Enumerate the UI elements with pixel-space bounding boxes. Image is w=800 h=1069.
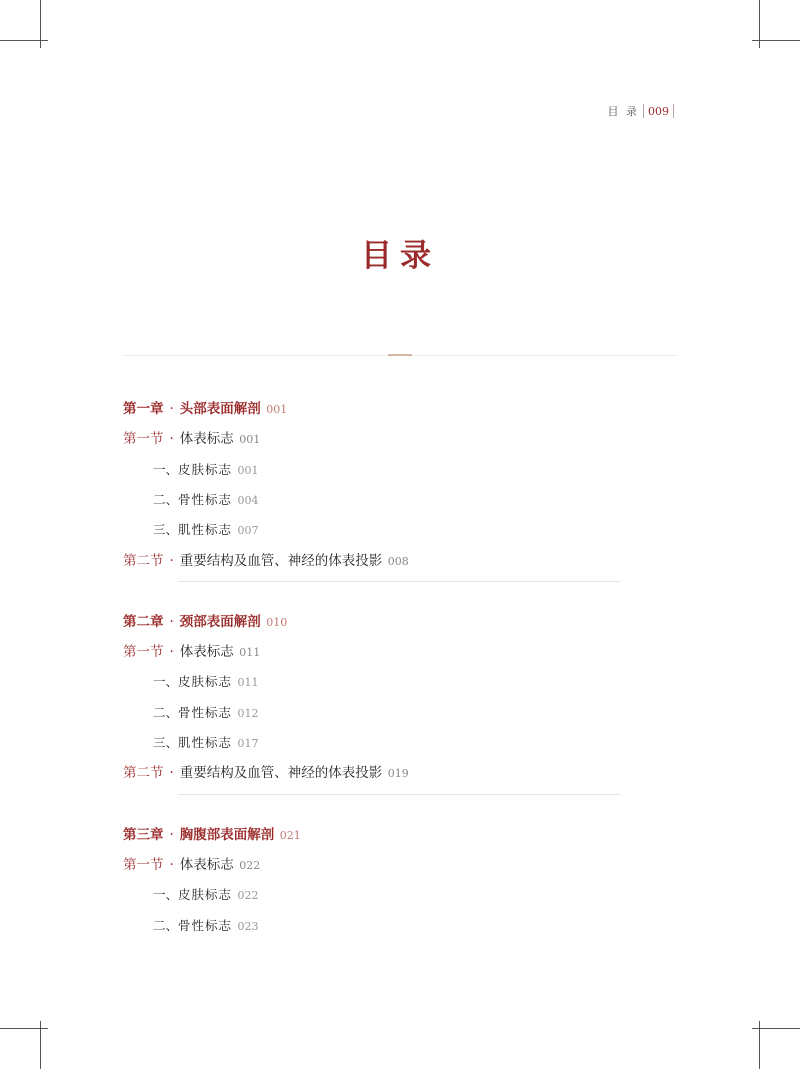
toc-entry-page: 008	[384, 554, 409, 568]
toc-entry-chapter[interactable]	[123, 824, 301, 846]
toc-entry-title: 重要结构及血管、神经的体表投影	[179, 765, 383, 782]
toc-entry-label: 第一节	[123, 644, 164, 661]
toc-entry-page: 019	[384, 767, 409, 781]
toc-entry-page: 011	[235, 646, 261, 660]
toc-entry-sub[interactable]	[153, 702, 259, 724]
toc-entry-page: 004	[234, 493, 259, 507]
toc-entry-page: 010	[262, 615, 288, 629]
toc-entry-bullet: ·	[169, 644, 174, 661]
toc-entry-label: 第一节	[123, 431, 164, 448]
toc-entry-page: 012	[234, 706, 259, 720]
toc-entry-page: 001	[262, 403, 288, 416]
toc-entry-page: 001	[235, 433, 261, 447]
toc-entry-chapter[interactable]	[123, 611, 287, 633]
toc-entry-sub[interactable]	[153, 732, 259, 754]
toc-entry-bullet: ·	[169, 826, 174, 843]
toc-entry-title: 皮肤标志	[178, 887, 233, 903]
toc-entry-title: 胸腹部表面解剖	[179, 826, 275, 843]
page-number: 009	[648, 104, 669, 118]
toc-entry-title: 体表标志	[179, 856, 234, 873]
toc-entry-title: 体表标志	[179, 431, 234, 448]
running-head-title: 目 录	[607, 105, 639, 118]
toc-entry-section[interactable]	[123, 854, 260, 876]
toc-entry-bullet: ·	[169, 613, 174, 630]
toc-entry-title: 体表标志	[179, 644, 234, 661]
toc-entry-label: 三、	[153, 735, 179, 750]
toc-entry-page: 001	[234, 463, 259, 477]
toc-entry-title: 骨性标志	[178, 704, 233, 720]
toc-entry-title: 颈部表面解剖	[179, 613, 261, 630]
toc-entry-label: 第一章	[123, 401, 164, 417]
toc-entry-bullet: ·	[169, 765, 174, 782]
toc-entry-label: 二、	[153, 917, 179, 933]
chapter-divider	[178, 794, 621, 795]
toc-entry-label: 第二节	[123, 765, 164, 782]
toc-entry-page: 022	[235, 858, 261, 872]
toc-entry-page: 011	[234, 676, 259, 690]
running-head-separator	[643, 104, 644, 118]
toc-entry-section[interactable]	[123, 550, 409, 572]
toc-entry-page: 023	[234, 919, 259, 933]
toc-entry-label: 二、	[153, 491, 179, 507]
running-head-separator-end	[673, 104, 674, 118]
toc-entry-title: 皮肤标志	[178, 674, 233, 690]
toc-entry-sub[interactable]	[153, 671, 259, 693]
toc-entry-section[interactable]	[123, 428, 260, 450]
toc-entry-sub[interactable]	[153, 884, 259, 906]
toc-entry-page: 007	[234, 524, 259, 538]
toc-entry-bullet: ·	[169, 856, 174, 873]
title-divider-accent	[388, 354, 412, 356]
toc-entry-label: 第三章	[123, 826, 164, 843]
toc-entry-page: 017	[234, 737, 259, 750]
toc-entry-label: 一、	[153, 674, 179, 690]
toc-entry-sub[interactable]	[153, 519, 259, 541]
toc-entry-sub[interactable]	[153, 489, 259, 511]
toc-entry-title: 骨性标志	[178, 917, 233, 933]
toc-entry-title: 肌性标志	[178, 735, 233, 750]
toc-entry-page: 022	[234, 889, 259, 903]
toc-entry-title: 头部表面解剖	[179, 401, 261, 417]
toc-entry-page: 021	[276, 828, 301, 842]
toc-entry-label: 一、	[153, 461, 179, 477]
toc-entry-bullet: ·	[169, 401, 174, 417]
toc-entry-title: 骨性标志	[178, 491, 233, 507]
toc-entry-label: 一、	[153, 887, 179, 903]
toc-entry-sub[interactable]	[153, 915, 259, 937]
running-head	[608, 103, 679, 119]
toc-entry-label: 第二节	[123, 552, 164, 569]
toc-entry-label: 第一节	[123, 856, 164, 873]
toc-entry-section[interactable]	[123, 641, 260, 663]
toc-entry-title: 肌性标志	[178, 522, 233, 538]
toc-entry-chapter[interactable]	[123, 398, 287, 420]
toc-entry-label: 三、	[153, 522, 179, 538]
toc-entry-title: 皮肤标志	[178, 461, 233, 477]
page-title: 目录	[361, 238, 439, 274]
toc-entry-label: 二、	[153, 704, 179, 720]
toc-entry-bullet: ·	[169, 431, 174, 448]
toc-entry-label: 第二章	[123, 613, 164, 630]
toc-entry-sub[interactable]	[153, 459, 259, 481]
chapter-divider	[178, 581, 621, 582]
toc-entry-title: 重要结构及血管、神经的体表投影	[179, 552, 383, 569]
toc-entry-bullet: ·	[169, 552, 174, 569]
toc-entry-section[interactable]	[123, 762, 409, 784]
